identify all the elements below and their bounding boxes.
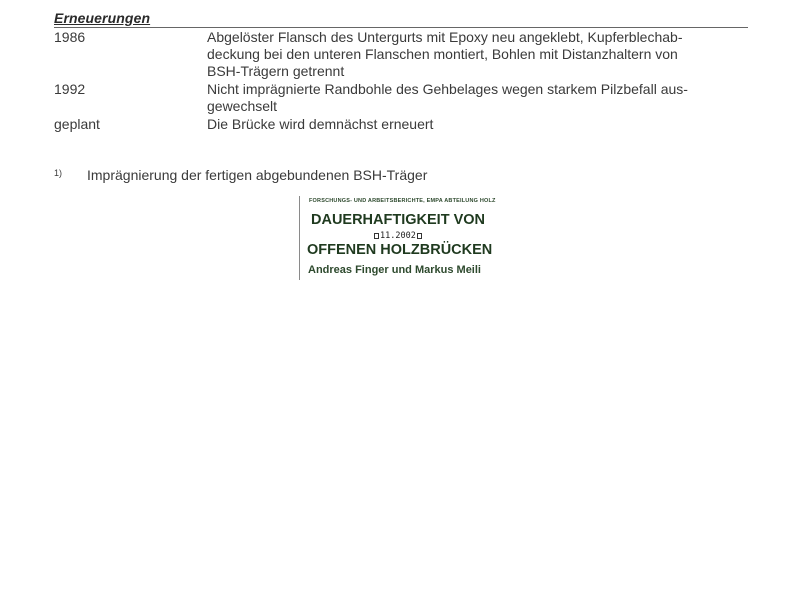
entry-description-line: Abgelöster Flansch des Untergurts mit Epoxy neu angeklebt, Kupferblechab- xyxy=(207,29,683,45)
entry-description-line: Die Brücke wird demnächst erneuert xyxy=(207,116,434,132)
publication-title-line2: OFFENEN HOLZBRÜCKEN xyxy=(307,242,493,258)
section-divider xyxy=(54,27,748,28)
entry-description-line: deckung bei den unteren Flanschen montiert, Bohlen mit Distanzhaltern von xyxy=(207,46,678,62)
footnote-mark: 1) xyxy=(54,168,63,178)
publication-authors: Andreas Finger und Markus Meili xyxy=(308,264,481,276)
entry-year: geplant xyxy=(54,116,100,132)
date-stamp xyxy=(374,231,422,241)
entry-description-line: gewechselt xyxy=(207,98,278,114)
stamp-bracket-icon xyxy=(417,233,422,239)
section-title: Erneuerungen xyxy=(54,10,151,26)
publication-series: FORSCHUNGS- UND ARBEITSBERICHTE, EMPA ABTEILUNG HOLZ xyxy=(309,198,496,204)
publication-title-line1: DAUERHAFTIGKEIT VON xyxy=(311,212,485,228)
entry-description-line: BSH-Trägern getrennt xyxy=(207,63,345,79)
date-stamp-text: 11.2002 xyxy=(380,231,416,241)
stamp-bracket-icon xyxy=(374,233,379,239)
footnote-text: Imprägnierung der fertigen abgebundenen BSH-Träger xyxy=(87,167,428,183)
entry-year: 1986 xyxy=(54,29,86,45)
entry-description xyxy=(207,29,742,80)
publication-footer xyxy=(299,196,530,280)
entry-description xyxy=(207,116,742,133)
entry-year: 1992 xyxy=(54,81,86,97)
entry-description-line: Nicht imprägnierte Randbohle des Gehbelages wegen starkem Pilzbefall aus- xyxy=(207,81,688,97)
entry-description xyxy=(207,81,742,115)
